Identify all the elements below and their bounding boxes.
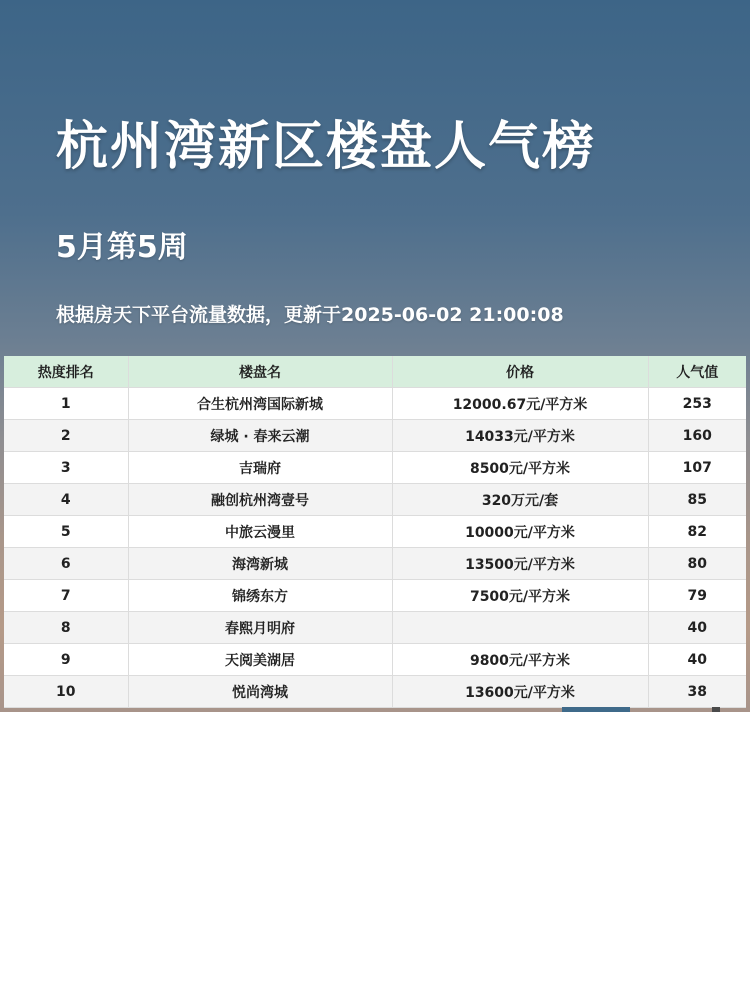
header-name: 楼盘名 <box>128 356 392 388</box>
cell-popularity: 160 <box>648 420 746 452</box>
cell-name: 吉瑞府 <box>128 452 392 484</box>
background-fragment <box>712 707 720 712</box>
cell-name: 春熙月明府 <box>128 612 392 644</box>
page-title: 杭州湾新区楼盘人气榜 <box>56 117 597 177</box>
header-price: 价格 <box>392 356 648 388</box>
cell-price: 12000.67元/平方米 <box>392 388 648 420</box>
cell-price: 320万元/套 <box>392 484 648 516</box>
cell-rank: 1 <box>4 388 128 420</box>
cell-name: 悦尚湾城 <box>128 676 392 708</box>
cell-rank: 9 <box>4 644 128 676</box>
table-row <box>4 516 746 548</box>
cell-price: 9800元/平方米 <box>392 644 648 676</box>
header-rank: 热度排名 <box>4 356 128 388</box>
cell-name: 海湾新城 <box>128 548 392 580</box>
ranking-table-wrapper <box>4 356 746 708</box>
cell-name: 融创杭州湾壹号 <box>128 484 392 516</box>
cell-rank: 5 <box>4 516 128 548</box>
table-row <box>4 452 746 484</box>
table-row <box>4 388 746 420</box>
cell-popularity: 38 <box>648 676 746 708</box>
cell-name: 天阅美湖居 <box>128 644 392 676</box>
cell-rank: 2 <box>4 420 128 452</box>
cell-name: 绿城 · 春来云潮 <box>128 420 392 452</box>
cell-popularity: 40 <box>648 644 746 676</box>
cell-rank: 3 <box>4 452 128 484</box>
cell-rank: 6 <box>4 548 128 580</box>
table-row <box>4 420 746 452</box>
cell-popularity: 40 <box>648 612 746 644</box>
week-subtitle: 5月第5周 <box>56 230 188 265</box>
table-row <box>4 612 746 644</box>
cell-popularity: 85 <box>648 484 746 516</box>
cell-rank: 10 <box>4 676 128 708</box>
cell-price: 13500元/平方米 <box>392 548 648 580</box>
cell-price: 8500元/平方米 <box>392 452 648 484</box>
ranking-table <box>4 356 746 708</box>
cell-name: 合生杭州湾国际新城 <box>128 388 392 420</box>
cell-popularity: 253 <box>648 388 746 420</box>
cell-price: 14033元/平方米 <box>392 420 648 452</box>
cell-popularity: 107 <box>648 452 746 484</box>
table-row <box>4 580 746 612</box>
cell-popularity: 79 <box>648 580 746 612</box>
cell-price <box>392 612 648 644</box>
table-header-row <box>4 356 746 388</box>
table-row <box>4 676 746 708</box>
table-row <box>4 644 746 676</box>
cell-rank: 4 <box>4 484 128 516</box>
cell-name: 锦绣东方 <box>128 580 392 612</box>
background-fragment <box>562 707 630 712</box>
cell-popularity: 82 <box>648 516 746 548</box>
cell-popularity: 80 <box>648 548 746 580</box>
cell-price: 7500元/平方米 <box>392 580 648 612</box>
table-row <box>4 484 746 516</box>
cell-name: 中旅云漫里 <box>128 516 392 548</box>
header-popularity: 人气值 <box>648 356 746 388</box>
cell-rank: 7 <box>4 580 128 612</box>
cell-rank: 8 <box>4 612 128 644</box>
cell-price: 13600元/平方米 <box>392 676 648 708</box>
data-source-note: 根据房天下平台流量数据，更新于2025-06-02 21:00:08 <box>56 304 564 326</box>
table-row <box>4 548 746 580</box>
cell-price: 10000元/平方米 <box>392 516 648 548</box>
